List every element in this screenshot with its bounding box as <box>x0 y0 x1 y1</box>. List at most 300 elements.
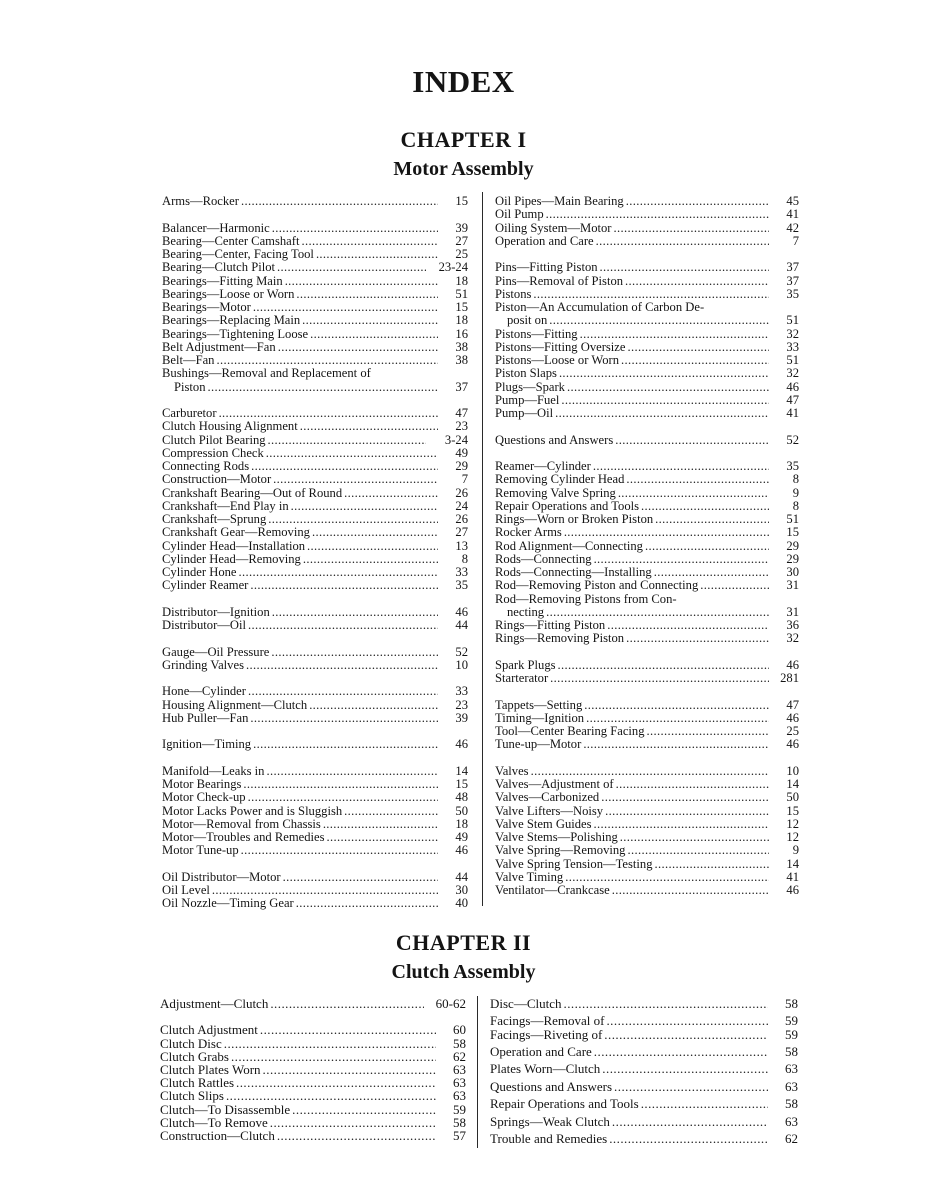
entry-spacer <box>495 685 799 698</box>
index-entry <box>162 381 468 394</box>
index-entry <box>162 354 468 367</box>
dot-leader <box>272 606 438 619</box>
entry-page-number: 40 <box>455 896 468 911</box>
entry-page-number: 46 <box>455 843 468 858</box>
index-title: INDEX <box>412 64 515 99</box>
dot-leader <box>626 632 769 645</box>
index-entry <box>495 791 799 804</box>
index-entry <box>495 725 799 738</box>
index-entry <box>495 394 799 407</box>
entry-topic: Bearing—Clutch Pilot <box>162 260 275 275</box>
entry-page-number: 58 <box>785 996 798 1011</box>
entry-topic: Compression Check <box>162 445 264 460</box>
entry-topic: Bearing—Center, Facing Tool <box>162 247 314 261</box>
entry-topic: Clutch Grabs <box>160 1048 229 1064</box>
dot-leader <box>612 1115 768 1128</box>
index-entry <box>162 646 468 659</box>
entry-page-number: 46 <box>455 737 468 752</box>
entry-topic: Clutch Adjustment <box>160 1022 258 1038</box>
entry-page-number: 30 <box>786 565 799 579</box>
entry-topic: Plates Worn—Clutch <box>490 1061 601 1077</box>
chapter-2-heading: CHAPTER II <box>395 930 532 955</box>
entry-spacer <box>495 248 799 261</box>
index-entry <box>162 685 468 698</box>
index-entry <box>162 619 468 632</box>
entry-topic: Clutch Slips <box>160 1088 224 1104</box>
index-entry <box>495 473 799 486</box>
dot-leader <box>278 341 438 354</box>
entry-page-number: 50 <box>455 803 468 818</box>
index-entry <box>495 712 799 725</box>
entry-page-number: 14 <box>786 777 799 791</box>
entry-topic: Timing—Ignition <box>495 710 585 725</box>
dot-leader <box>531 765 769 778</box>
entry-topic: Cylinder Head—Installation <box>162 538 306 553</box>
entry-topic: Cylinder Reamer <box>162 578 249 593</box>
dot-leader <box>612 884 769 897</box>
entry-page-number: 27 <box>455 525 468 540</box>
entry-topic: Oil Level <box>162 883 210 897</box>
entry-page-number: 8 <box>461 551 468 566</box>
dot-leader <box>312 526 438 539</box>
entry-page-number: 58 <box>453 1114 466 1130</box>
entry-topic: Clutch Rattles <box>160 1075 235 1091</box>
entry-spacer <box>495 752 799 765</box>
entry-topic: Starterator <box>495 671 549 685</box>
entry-page-number: 3-24 <box>444 432 468 447</box>
dot-leader <box>251 460 438 473</box>
entry-page-number: 50 <box>786 790 799 805</box>
entry-topic: Valve Stems—Polishing <box>495 830 618 844</box>
index-entry <box>162 460 468 473</box>
index-entry <box>495 632 799 645</box>
entry-topic: Facings—Riveting of <box>490 1026 603 1042</box>
entry-topic: Trouble and Remedies <box>490 1130 608 1146</box>
dot-leader <box>268 434 426 447</box>
dot-leader <box>655 858 769 871</box>
entry-topic: Pins—Removal of Piston <box>495 273 624 288</box>
dot-leader <box>307 540 438 553</box>
entry-page-number: 46 <box>786 379 799 394</box>
index-entry <box>162 579 468 592</box>
entry-topic: Clutch Housing Alignment <box>162 419 298 434</box>
index-entry <box>162 778 468 791</box>
entry-page-number: 36 <box>786 618 799 632</box>
entry-page-number: 281 <box>780 671 799 685</box>
index-entry <box>162 248 468 261</box>
index-entry <box>495 328 799 341</box>
entry-topic: Clutch Plates Worn <box>160 1062 261 1077</box>
entry-page-number: 51 <box>455 286 468 301</box>
chapter-2-left-column <box>160 997 466 1142</box>
entry-topic: Oil Nozzle—Timing Gear <box>162 896 294 911</box>
index-entry <box>162 261 468 274</box>
dot-leader <box>625 275 769 288</box>
index-entry <box>162 420 468 433</box>
dot-leader <box>605 805 769 818</box>
index-entry <box>162 195 468 208</box>
entry-spacer <box>162 672 468 685</box>
entry-topic: Motor Bearings <box>162 777 242 791</box>
index-entry <box>495 778 799 791</box>
index-entry <box>162 301 468 314</box>
dot-leader <box>593 460 769 473</box>
entry-page-number: 60-62 <box>435 996 466 1011</box>
index-entry <box>162 513 468 526</box>
entry-topic: Removing Valve Spring <box>495 485 616 500</box>
index-entry <box>160 1023 466 1036</box>
entry-spacer <box>495 420 799 433</box>
entry-topic: Clutch—To Remove <box>160 1114 268 1130</box>
index-entry-line: Piston—An Accumulation of Carbon De- <box>495 300 705 314</box>
index-entry <box>495 341 799 354</box>
index-entry <box>495 831 799 844</box>
index-entry <box>490 1062 798 1075</box>
dot-leader <box>549 314 769 327</box>
index-entry <box>490 997 798 1010</box>
chapter-1-subtitle: Motor Assembly <box>393 158 534 180</box>
dot-leader <box>270 997 424 1010</box>
entry-page-number: 12 <box>786 816 799 831</box>
entry-page-number: 8 <box>792 472 799 487</box>
entry-page-number: 7 <box>792 233 799 248</box>
entry-topic: Belt Adjustment—Fan <box>162 339 276 354</box>
entry-page-number: 49 <box>455 830 468 844</box>
chapter-1-heading: CHAPTER I <box>400 127 527 152</box>
index-entry <box>495 884 799 897</box>
dot-leader <box>586 712 769 725</box>
dot-leader <box>626 195 769 208</box>
entry-topic: Rod—Removing Piston and Connecting <box>495 578 699 593</box>
entry-page-number: 38 <box>455 353 468 367</box>
entry-topic: Valves <box>495 763 529 778</box>
entry-page-number: 47 <box>455 406 468 420</box>
entry-page-number: 18 <box>455 273 468 288</box>
index-entry <box>162 540 468 553</box>
dot-leader <box>300 420 438 433</box>
index-entry <box>162 712 468 725</box>
entry-topic: Clutch—To Disassemble <box>160 1101 291 1117</box>
index-entry <box>495 844 799 857</box>
entry-spacer <box>162 394 468 407</box>
entry-topic: Pins—Fitting Piston <box>495 260 598 275</box>
entry-page-number: 52 <box>786 432 799 447</box>
dot-leader <box>219 407 438 420</box>
index-entry <box>495 619 799 632</box>
entry-topic: Tune-up—Motor <box>495 737 582 752</box>
entry-page-number: 57 <box>453 1128 466 1144</box>
index-entry <box>162 606 468 619</box>
index-entry <box>495 858 799 871</box>
dot-leader <box>241 844 438 857</box>
entry-topic: Hub Puller—Fan <box>162 710 249 725</box>
dot-leader <box>561 394 769 407</box>
dot-leader <box>246 659 438 672</box>
entry-page-number: 10 <box>786 763 799 778</box>
index-entry <box>162 897 468 910</box>
index-entry <box>495 513 799 526</box>
entry-topic: Ventilator—Crankcase <box>495 883 610 897</box>
dot-leader <box>594 1045 768 1058</box>
index-entry <box>162 791 468 804</box>
entry-page-number: 25 <box>455 247 468 261</box>
entry-page-number: 15 <box>786 803 799 818</box>
entry-page-number: 38 <box>455 339 468 354</box>
entry-topic: Clutch Disc <box>160 1035 222 1051</box>
entry-topic: Valves—Adjustment of <box>495 777 614 791</box>
index-entry <box>495 765 799 778</box>
entry-topic: Bearings—Fitting Main <box>162 273 283 288</box>
entry-page-number: 18 <box>455 313 468 328</box>
dot-leader <box>283 871 438 884</box>
entry-topic: Manifold—Leaks in <box>162 763 265 778</box>
dot-leader <box>641 1097 768 1110</box>
entry-page-number: 46 <box>786 737 799 752</box>
entry-page-number: 33 <box>455 684 468 699</box>
dot-leader <box>564 526 769 539</box>
entry-page-number: 12 <box>786 830 799 844</box>
dot-leader <box>609 1132 768 1145</box>
index-entry <box>495 553 799 566</box>
dot-leader <box>270 1116 436 1129</box>
entry-topic: Pistons—Loose or Worn <box>495 353 619 367</box>
entry-topic: Questions and Answers <box>490 1078 613 1094</box>
entry-topic: Springs—Weak Clutch <box>490 1113 610 1129</box>
entry-topic: Pistons <box>495 286 532 301</box>
dot-leader <box>596 235 769 248</box>
index-entry <box>162 434 468 447</box>
entry-page-number: 14 <box>455 763 468 778</box>
entry-topic: Tool—Center Bearing Facing <box>495 724 645 738</box>
index-entry <box>162 487 468 500</box>
dot-leader <box>647 725 769 738</box>
entry-page-number: 44 <box>455 618 468 632</box>
entry-topic: Distributor—Oil <box>162 618 246 632</box>
index-entry <box>495 500 799 513</box>
dot-leader <box>546 606 769 619</box>
entry-page-number: 59 <box>785 1026 798 1042</box>
dot-leader <box>550 672 769 685</box>
entry-page-number: 18 <box>455 816 468 831</box>
index-entry <box>160 1037 466 1050</box>
entry-topic: Valve Stem Guides <box>495 816 592 831</box>
entry-spacer <box>162 208 468 221</box>
index-entry <box>495 222 799 235</box>
entry-topic: Reamer—Cylinder <box>495 459 591 473</box>
index-entry <box>495 381 799 394</box>
dot-leader <box>344 805 438 818</box>
dot-leader <box>604 1028 768 1041</box>
dot-leader <box>600 261 769 274</box>
index-entry <box>162 553 468 566</box>
dot-leader <box>327 831 438 844</box>
dot-leader <box>614 222 770 235</box>
entry-page-number: 35 <box>455 578 468 593</box>
entry-page-number: 32 <box>786 631 799 646</box>
entry-page-number: 15 <box>455 300 468 314</box>
entry-topic: posit on <box>507 313 548 328</box>
entry-page-number: 45 <box>786 194 799 208</box>
dot-leader <box>602 1062 768 1075</box>
entry-page-number: 63 <box>785 1113 798 1129</box>
dot-leader <box>224 1037 436 1050</box>
entry-topic: Valves—Carbonized <box>495 790 600 805</box>
dot-leader <box>263 1063 436 1076</box>
index-entry <box>495 434 799 447</box>
index-entry <box>495 699 799 712</box>
entry-topic: Clutch Pilot Bearing <box>162 432 266 447</box>
dot-leader <box>628 341 770 354</box>
index-entry <box>162 447 468 460</box>
entry-topic: Grinding Valves <box>162 657 244 672</box>
index-entry <box>495 579 799 592</box>
entry-topic: Bearings—Replacing Main <box>162 313 301 328</box>
entry-topic: Rings—Fitting Piston <box>495 618 606 632</box>
entry-page-number: 30 <box>455 883 468 897</box>
entry-topic: Distributor—Ignition <box>162 604 270 619</box>
index-entry <box>495 354 799 367</box>
entry-topic: Motor—Troubles and Remedies <box>162 830 325 844</box>
entry-page-number: 29 <box>455 459 468 473</box>
dot-leader <box>323 818 438 831</box>
dot-leader <box>296 897 438 910</box>
index-entry <box>162 275 468 288</box>
entry-page-number: 10 <box>455 657 468 672</box>
index-entry <box>162 222 468 235</box>
entry-topic: Pump—Fuel <box>495 392 560 407</box>
entry-topic: Carburetor <box>162 406 217 420</box>
entry-page-number: 37 <box>786 273 799 288</box>
entry-topic: Motor Check-up <box>162 790 246 805</box>
dot-leader <box>212 884 438 897</box>
index-entry <box>162 328 468 341</box>
dot-leader <box>564 997 769 1010</box>
index-entry <box>495 672 799 685</box>
entry-page-number: 41 <box>786 406 799 420</box>
dot-leader <box>291 500 438 513</box>
dot-leader <box>236 1076 436 1089</box>
index-entry <box>495 275 799 288</box>
index-entry <box>495 738 799 751</box>
dot-leader <box>277 1129 436 1142</box>
dot-leader <box>243 778 438 791</box>
entry-topic: Rod Alignment—Connecting <box>495 538 643 553</box>
index-entry <box>495 407 799 420</box>
index-entry <box>495 540 799 553</box>
dot-leader <box>654 566 769 579</box>
dot-leader <box>250 712 438 725</box>
entry-page-number: 26 <box>455 485 468 500</box>
entry-page-number: 46 <box>786 883 799 897</box>
entry-page-number: 26 <box>455 512 468 526</box>
index-entry <box>495 526 799 539</box>
entry-page-number: 48 <box>455 790 468 805</box>
entry-page-number: 24 <box>455 498 468 513</box>
entry-topic: Crankshaft—Sprung <box>162 512 267 526</box>
entry-spacer <box>162 632 468 645</box>
dot-leader <box>618 487 769 500</box>
dot-leader <box>266 447 438 460</box>
entry-topic: Construction—Clutch <box>160 1128 275 1144</box>
index-entry <box>162 473 468 486</box>
entry-topic: Valve Spring Tension—Testing <box>495 856 653 871</box>
entry-topic: Crankshaft Bearing—Out of Round <box>162 485 343 500</box>
entry-page-number: 47 <box>786 392 799 407</box>
entry-topic: Housing Alignment—Clutch <box>162 697 308 712</box>
entry-page-number: 14 <box>786 856 799 871</box>
entry-topic: Operation and Care <box>490 1043 592 1059</box>
dot-leader <box>584 699 769 712</box>
entry-topic: Hone—Cylinder <box>162 684 246 699</box>
entry-page-number: 59 <box>785 1013 798 1029</box>
index-entry <box>162 288 468 301</box>
entry-topic: Removing Cylinder Head <box>495 472 625 487</box>
entry-topic: Motor—Removal from Chassis <box>162 816 321 831</box>
entry-page-number: 15 <box>455 194 468 208</box>
index-entry <box>160 997 466 1010</box>
dot-leader <box>301 235 438 248</box>
entry-page-number: 16 <box>455 326 468 341</box>
dot-leader <box>626 473 769 486</box>
dot-leader <box>607 619 769 632</box>
dot-leader <box>583 738 769 751</box>
entry-page-number: 51 <box>786 313 799 328</box>
entry-page-number: 63 <box>453 1062 466 1077</box>
index-entry <box>495 208 799 221</box>
chapter-2-right-column <box>490 997 798 1145</box>
entry-topic: Rocker Arms <box>495 525 562 540</box>
entry-page-number: 9 <box>792 485 799 500</box>
entry-page-number: 58 <box>785 1096 798 1112</box>
dot-leader <box>273 473 438 486</box>
index-entry <box>162 341 468 354</box>
entry-page-number: 52 <box>455 644 468 659</box>
entry-topic: Valve Timing <box>495 869 564 884</box>
dot-leader <box>303 553 438 566</box>
entry-topic: Pump—Oil <box>495 406 554 420</box>
entry-page-number: 51 <box>786 512 799 526</box>
index-entry <box>162 407 468 420</box>
entry-page-number: 39 <box>455 710 468 725</box>
index-entry <box>162 844 468 857</box>
index-entry <box>490 1115 798 1128</box>
entry-page-number: 7 <box>461 472 468 487</box>
entry-topic: Spark Plugs <box>495 657 556 672</box>
dot-leader <box>292 1103 436 1116</box>
dot-leader <box>226 1089 436 1102</box>
entry-topic: Oil Pipes—Main Bearing <box>495 194 624 208</box>
entry-page-number: 41 <box>786 869 799 884</box>
dot-leader <box>253 301 438 314</box>
index-entry <box>162 659 468 672</box>
entry-topic: Piston Slaps <box>495 366 557 381</box>
entry-topic: Motor Lacks Power and is Sluggish <box>162 803 343 818</box>
dot-leader <box>231 1050 436 1063</box>
entry-topic: Facings—Removal of <box>490 1013 605 1029</box>
index-entry <box>162 500 468 513</box>
dot-leader <box>302 314 438 327</box>
entry-topic: Piston <box>174 379 206 394</box>
entry-topic: Valve Lifters—Noisy <box>495 803 604 818</box>
entry-topic: Cylinder Hone <box>162 565 237 579</box>
index-entry <box>495 606 799 619</box>
entry-page-number: 60 <box>453 1022 466 1038</box>
chapter-2-subtitle: Clutch Assembly <box>391 961 536 983</box>
dot-leader <box>253 738 438 751</box>
index-entry <box>490 1080 798 1093</box>
dot-leader <box>310 328 438 341</box>
index-entry <box>162 526 468 539</box>
